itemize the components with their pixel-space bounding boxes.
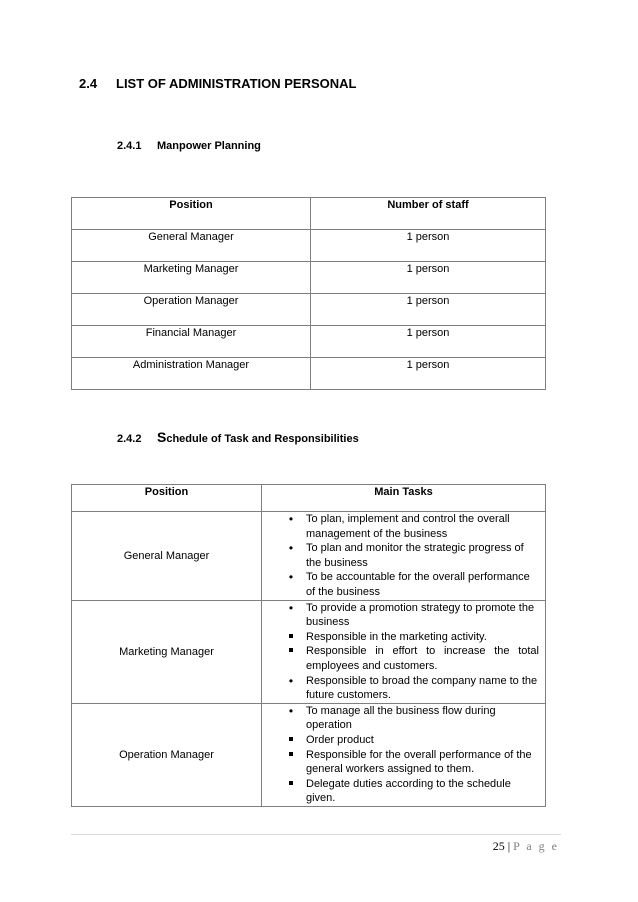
task-text: Responsible for the overall performance of the general workers assigned to them.	[306, 748, 532, 776]
bullet-square-icon	[284, 733, 298, 748]
bullet-square-icon	[284, 777, 298, 792]
task-text: Order product	[306, 733, 374, 746]
table-row	[72, 294, 546, 326]
table-row	[72, 600, 546, 703]
list-item	[262, 541, 539, 570]
task-list	[262, 704, 539, 806]
task-text: Delegate duties according to the schedule given.	[306, 777, 511, 805]
task-text: To manage all the business flow during operation	[306, 704, 496, 732]
list-item	[262, 644, 539, 673]
bullet-square-icon	[284, 644, 298, 659]
list-item	[262, 674, 539, 703]
footer-divider	[71, 834, 561, 835]
task-text: Responsible in the marketing activity.	[306, 630, 487, 643]
task-text: To be accountable for the overall performance of the business	[306, 571, 530, 598]
tasks-cell	[262, 512, 546, 601]
bullet-square-icon	[284, 748, 298, 763]
page-label: P a g e	[513, 839, 559, 853]
table-row	[72, 358, 546, 390]
list-item	[262, 601, 539, 630]
page-number: 25	[492, 839, 505, 853]
bullet-dot-icon	[284, 704, 298, 720]
subsection-title: Manpower Planning	[157, 140, 261, 152]
manpower-table	[71, 197, 546, 390]
tasks-cell	[262, 703, 546, 806]
staff-count-cell: 1 person	[311, 230, 546, 262]
column-header-position: Position	[72, 198, 311, 230]
page-footer	[493, 839, 559, 854]
position-cell: Marketing Manager	[72, 600, 262, 703]
position-cell: Administration Manager	[72, 358, 311, 390]
list-item	[262, 733, 539, 748]
bullet-dot-icon	[284, 512, 298, 528]
staff-count-cell: 1 person	[311, 326, 546, 358]
position-cell: Financial Manager	[72, 326, 311, 358]
staff-count-cell: 1 person	[311, 262, 546, 294]
table-row	[72, 230, 546, 262]
bullet-dot-icon	[284, 570, 298, 586]
task-text: To provide a promotion strategy to promote the business	[306, 601, 535, 629]
subsection-title-initial: S	[157, 429, 167, 445]
task-text: Responsible to broad the company name to the future customers.	[306, 674, 538, 702]
subsection-heading-schedule	[117, 429, 359, 445]
list-item	[262, 748, 539, 777]
section-number: 2.4	[79, 76, 98, 91]
task-text: To plan, implement and control the overall management of the business	[306, 513, 510, 540]
table-row	[72, 326, 546, 358]
section-heading	[79, 76, 357, 91]
table-header-row	[72, 485, 546, 512]
section-title: LIST OF ADMINISTRATION PERSONAL	[116, 76, 357, 91]
position-cell: General Manager	[72, 512, 262, 601]
column-header-number-of-staff: Number of staff	[311, 198, 546, 230]
position-cell: General Manager	[72, 230, 311, 262]
staff-count-cell: 1 person	[311, 294, 546, 326]
bullet-dot-icon	[284, 541, 298, 557]
tasks-table	[71, 484, 546, 807]
subsection-number: 2.4.2	[117, 433, 142, 445]
bullet-square-icon	[284, 630, 298, 645]
task-list	[262, 601, 539, 703]
position-cell: Operation Manager	[72, 703, 262, 806]
subsection-heading-manpower	[117, 140, 261, 152]
list-item	[262, 570, 539, 599]
subsection-title: chedule of Task and Responsibilities	[166, 433, 359, 445]
list-item	[262, 777, 539, 806]
task-text: To plan and monitor the strategic progress of the business	[306, 542, 524, 569]
bullet-dot-icon	[284, 674, 298, 690]
table-row	[72, 262, 546, 294]
list-item	[262, 630, 539, 645]
table-row	[72, 703, 546, 806]
list-item	[262, 704, 539, 733]
table-header-row	[72, 198, 546, 230]
position-cell: Marketing Manager	[72, 262, 311, 294]
subsection-number: 2.4.1	[117, 140, 142, 152]
list-item	[262, 512, 539, 541]
task-list	[262, 512, 539, 600]
table-row	[72, 512, 546, 601]
column-header-position: Position	[72, 485, 262, 512]
footer-separator: |	[507, 839, 511, 853]
task-text: Responsible in effort to increase the total employees and customers.	[306, 645, 539, 672]
staff-count-cell: 1 person	[311, 358, 546, 390]
column-header-main-tasks: Main Tasks	[262, 485, 546, 512]
tasks-cell	[262, 600, 546, 703]
bullet-dot-icon	[284, 601, 298, 617]
position-cell: Operation Manager	[72, 294, 311, 326]
